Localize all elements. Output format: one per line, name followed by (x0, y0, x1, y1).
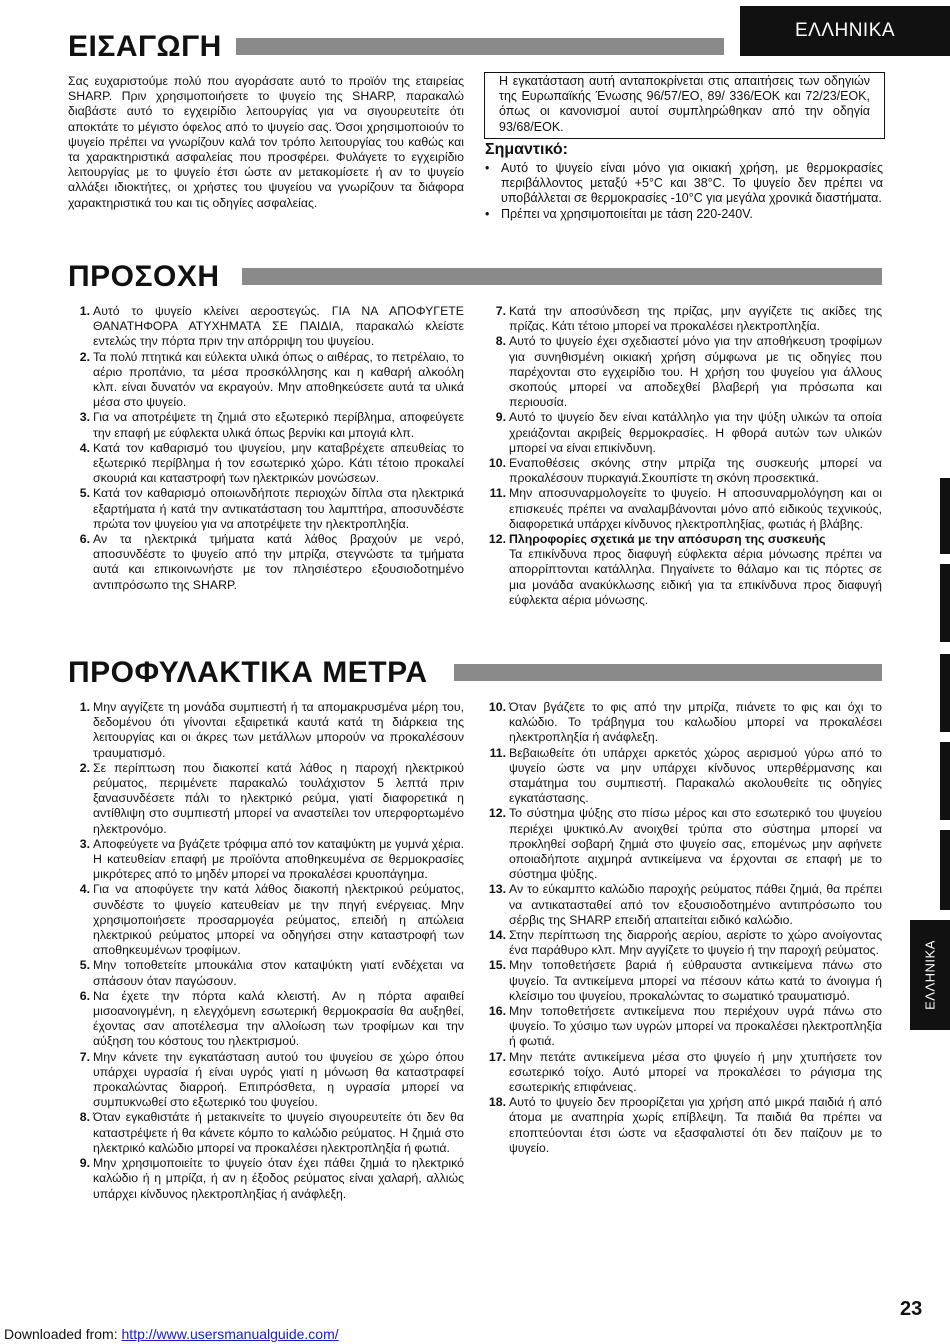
item-number: 18. (488, 1095, 506, 1110)
footer-prefix: Downloaded from: (4, 1326, 122, 1342)
item-text: Να έχετε την πόρτα καλά κλειστή. Αν η πόρτα αφαιθεί μισοανοιγμένη, η ελεγχόμενη εσωτερική θερμοκρασία θα αυξηθεί, έχοντας σαν αποτέλεσμα την αλλοίωση των τροφίμων και την αύξηση του κόστους του ηλεκτρισμού. (93, 988, 464, 1049)
item-number: 1. (79, 304, 90, 318)
list-item (68, 1110, 464, 1156)
item-number: 8. (79, 1110, 90, 1125)
side-language-tab: ΕΛΛΗΝΙΚΑ (910, 920, 950, 1030)
item-number: 15. (488, 958, 506, 973)
chapter-tab-marker (940, 830, 950, 910)
item-number: 13. (488, 882, 506, 897)
item-text: Μην τοποθετήσετε βαριά ή εύθραυστα αντικείμενα πάνω στο ψυγείο. Τα αντικείμενα μπορεί να πέσουν κάτω κατά το άνοιγμα ή κλείσιμο του ψυγείου, προκαλώντας το σωματικό τραυματισμό. (509, 958, 882, 1003)
list-item (484, 1004, 882, 1050)
item-number: 7. (79, 1049, 90, 1064)
item-text: Κατά τον καθαρισμό οποιωνδήποτε περιοχών δίπλα στα ηλεκτρικά εξαρτήματα ή κατά την αντικατάσταση του λαμπτήρα, αποσυνδέστε πρώτα τον ψυγείου για να αποτρέψετε την ηλεκτροπληξία. (93, 486, 464, 531)
item-number: 17. (488, 1049, 506, 1064)
item-number: 9. (79, 1156, 90, 1171)
list-item (484, 958, 882, 1004)
list-item (68, 958, 464, 988)
chapter-tab-marker (940, 742, 950, 820)
list-item (68, 441, 464, 487)
item-number: 9. (495, 410, 506, 425)
footer (4, 1326, 339, 1342)
item-number: 2. (79, 760, 90, 775)
list-item (68, 486, 464, 532)
list-item (68, 837, 464, 883)
item-text: Αποφεύγετε να βγάζετε τρόφιμα από τον καταψύκτη με γυμνά χέρια. Η κατευθείαν επαφή με προϊόντα αποθηκευμένα σε θερμοκρασίες μικρότερες από το μηδέν μπορεί να προκαλέσει κρυοπάγημα. (93, 836, 464, 882)
item-number: 10. (488, 456, 506, 471)
list-item (484, 410, 882, 456)
item-number: 5. (79, 486, 90, 501)
item-number: 4. (79, 440, 90, 455)
precautions-title-bar (454, 664, 882, 681)
list-item (68, 700, 464, 761)
chapter-tab-marker (940, 478, 950, 554)
list-item (68, 1156, 464, 1202)
list-item (68, 350, 464, 411)
list-item (68, 410, 464, 440)
item-text: Στην περίπτωση της διαρροής αερίου, αερίστε το χώρο ανοίγοντας ένα παράθυρο κλπ. Μην αγγίζετε το ψυγείο ή την παροχή ρεύματος. (509, 928, 882, 958)
list-item (484, 532, 882, 608)
list-item: • Πρέπει να χρησιμοποιείται με τάση 220-240V. (485, 206, 753, 221)
intro-title: ΕΙΣΑΓΩΓΗ (68, 30, 222, 63)
item-text: Αν το εύκαμπτο καλώδιο παροχής ρεύματος πάθει ζημιά, θα πρέπει να αντικατασταθεί από τον εξουσιοδοτημένο αντιπρόσωπο του σέρβις της SHARP επειδή απαιτείται ειδικό καλώδιο. (509, 882, 882, 927)
item-text: Αυτό το ψυγείο δεν είναι κατάλληλο για την ψύξη υλικών τα οποία χρειάζονται ακριβείς θερμοκρασίες. Η φθορά αυτών των υλικών μπορεί να είναι επικίνδυνη. (509, 410, 882, 455)
item-number: 1. (79, 700, 90, 714)
list-item (484, 304, 882, 334)
item-number: 8. (495, 334, 506, 349)
item-number: 12. (488, 806, 506, 821)
item-number: 11. (489, 486, 506, 501)
item-text: Κατά τον καθαρισμό του ψυγείου, μην καταβρέχετε απευθείας το εξωτερικό περίβλημα ή τον εσωτερικό χώρο. Κάτι τέτοιο προκαλεί σκουριά και καταστροφή των ηλεκτρικών μονώσεων. (93, 440, 464, 486)
item-text: Κατά την αποσύνδεση της πρίζας, μην αγγίζετε τις ακίδες της πρίζας. Κάτι τέτοιο μπορεί να προκαλέσει ηλεκτροπληξία. (509, 304, 882, 334)
item-text: Εναποθέσεις σκόνης στην μπρίζα της συσκευής μπορεί να προκαλέσουν πυρκαγιά.Σκουπίστε τη σκόνη προσεκτικά. (509, 456, 882, 486)
intro-title-bar (236, 38, 724, 55)
item-text: Όταν βγάζετε το φις από την μπρίζα, πιάνετε το φις και όχι το καλώδιο. Το τράβηγμα του καλωδίου μπορεί να προκαλέσει ηλεκτροπληξία ή ανάφλεξη. (509, 700, 882, 745)
list-item (68, 989, 464, 1050)
important-list (485, 161, 883, 222)
chapter-tab-marker (940, 564, 950, 642)
item-number: 12. (488, 532, 506, 547)
item-text: Όταν εγκαθιστάτε ή μετακινείτε το ψυγείο σιγουρευτείτε ότι δεν θα καταστρέψετε ή θα κάνετε κόμπο το καλώδιο ρεύματος. Η ζημιά στο ηλεκτρικό καλώδιο μπορεί να προκαλέσει ηλεκτροπληξία ή φωτιά. (93, 1110, 464, 1155)
list-item (484, 1050, 882, 1096)
list-item: • Αυτό το ψυγείο είναι μόνο για οικιακή χρήση, με θερμοκρασίες περιβάλλοντος μεταξύ +5°C και 38°C. Το ψυγείο δεν πρέπει να υποβάλλεται σε θερμοκρασίες -10°C για μεγάλα χρονικά διαστήματα. (485, 161, 883, 206)
item-body: Τα επικίνδυνα προς διαφυγή εύφλεκτα αέρια μόνωσης πρέπει να απορρίπτονται κατάλληλα. Πηγαίνετε το θάλαμο και τις πόρτες σε μια μονάδα ανακύκλωσης ειδική για τα επικίνδυνα προς διαφυγή εύφλεκτα αέρια μόνωσης. (509, 547, 882, 607)
item-number: 5. (79, 958, 90, 973)
precautions-title: ΠΡΟΦΥΛΑΚΤΙΚΑ ΜΕΤΡΑ (68, 656, 428, 689)
item-number: 7. (495, 304, 506, 318)
item-text: Αυτό το ψυγείο έχει σχεδιαστεί μόνο για την αποθήκευση τροφίμων για συνηθισμένη οικιακή χρήση σύμφωνα με τις οδηγίες που παρέχονται στο εγχειρίδιο του. Η χρήση του ψυγείου για άλλους σκοπούς μπορεί να αποδεχθεί βλαβερή για πρόσωπα και περιουσία. (509, 334, 882, 410)
directive-box: Η εγκατάσταση αυτή ανταποκρίνεται στις απαιτήσεις των οδηγιών της Ευρωπαϊκής Ένωσης 96/57/EΟ, 89/ 336/EΟΚ και 72/23/EΟΚ, όπως οι κανονισμοί αυτοί συμπληρώθηκαν από την οδηγία 93/68/EΟΚ. (484, 72, 885, 139)
item-text: Μην χρησιμοποιείτε το ψυγείο όταν έχει πάθει ζημιά το ηλεκτρικό καλώδιο ή η μπρίζα, ή αν η έξοδος ρεύματος είναι χαλαρή, αλλιώς υπάρχει κίνδυνος ηλεκτροπληξίας ή ανάφλεξη. (93, 1156, 464, 1201)
item-text: Μην κάνετε την εγκατάσταση αυτού του ψυγείου σε χώρο όπου υπάρχει υγρασία ή είναι υγρός γιατί η μόνωση θα καταστραφεί προκαλώντας διαρροή. Επιπρόσθετα, η υγρασία μπορεί να συμπυκνωθεί στο εξωτερικό του ψυγείου. (93, 1049, 464, 1110)
item-text: Για να αποτρέψετε τη ζημιά στο εξωτερικό περίβλημα, αποφεύγετε την επαφή με εύφλεκτα υλικά όπως βερνίκι και μπογιά κλπ. (93, 410, 464, 440)
list-item (68, 304, 464, 350)
item-number: 3. (79, 836, 90, 851)
list-item (68, 1050, 464, 1111)
language-tab: ΕΛΛΗΝΙΚΑ (740, 6, 950, 56)
list-item (484, 486, 882, 532)
precautions-list-left (68, 700, 464, 1202)
list-item (68, 532, 464, 593)
item-number: 10. (488, 700, 506, 714)
list-item (68, 761, 464, 837)
list-item (484, 882, 882, 928)
list-item (484, 746, 882, 807)
important-title: Σημαντικό: (485, 141, 568, 158)
item-text: Μην τοποθετείτε μπουκάλια στον καταψύκτη γιατί ενδέχεται να σπάσουν όταν παγώσουν. (93, 958, 464, 988)
item-text: Τα πολύ πτητικά και εύλεκτα υλικά όπως ο αιθέρας, το πετρέλαιο, το αέριο προπάνιο, τα μέσα προσκόλλησης και η καθαρή αλκοόλη κλπ. είναι δυνατόν να εκραγούν. Μην αποθηκεύσετε αυτά τα υλικά μέσα στο ψυγείο. (93, 349, 464, 410)
list-item (484, 334, 882, 410)
list-item (484, 806, 882, 882)
important-block (485, 141, 883, 222)
caution-list-left (68, 304, 464, 593)
item-number: 6. (79, 988, 90, 1003)
item-text: Μην αγγίζετε τη μονάδα συμπιεστή ή τα απομακρυσμένα μέρη του, δεδομένου ότι γίνονται εξαιρετικά καυτά κατά τη διάρκεια της λειτουργίας και οι άκρες των μετάλλων μπορούν να προκαλέσουν τραυματισμό. (93, 700, 464, 760)
precautions-list-right (484, 700, 882, 1156)
item-text: Μην πετάτε αντικείμενα μέσα στο ψυγείο ή μην χτυπήσετε τον εσωτερικό τοίχο. Αυτό μπορεί να προκαλέσει το ράγισμα της εσωτερικής επιφάνειας. (509, 1049, 882, 1095)
item-text: Αυτό το ψυγείο δεν προορίζεται για χρήση από μικρά παιδιά ή από άτομα με αναπηρία χωρίς επίβλεψη. Τα παιδιά θα πρέπει να εποπτεύονται έτσι ώστε να εξασφαλιστεί ότι δεν παίζουν με το ψυγείο. (509, 1095, 882, 1155)
item-text: Μην τοποθετήσετε αντικείμενα που περιέχουν υγρά πάνω στο ψυγείο. Το χύσιμο των υγρών μπορεί να προκαλέσει ηλεκτροπληξία ή φωτιά. (509, 1004, 882, 1049)
item-number: 16. (488, 1004, 506, 1019)
item-number: 11. (489, 745, 506, 760)
list-item (484, 700, 882, 746)
item-text: Αυτό το ψυγείο κλείνει αεροστεγώς. ΓΙΑ ΝΑ ΑΠΟΦΥΓΕΤΕ ΘΑΝΑΤΗΦΟΡΑ ΑΤΥΧΗΜΑΤΑ ΣΕ ΠΑΙΔΙΑ, παρακαλώ κλείστε εντελώς την πόρτα πριν την απόρριψη του ψυγείου. (93, 304, 464, 349)
item-text: Βεβαιωθείτε ότι υπάρχει αρκετός χώρος αερισμού γύρω από το ψυγείο ώστε να μην υπάρχει κίνδυνος υπερθέρμανσης και σταμάτημα του συμπιεστή. Παρακαλώ ακολουθείτε τις οδηγίες εγκατάστασης. (509, 745, 882, 806)
list-item (68, 882, 464, 958)
item-text: Μην αποσυναρμολογείτε το ψυγείο. Η αποσυναρμολόγηση και οι επισκευές πρέπει να αναλαμβάνονται μόνο από ειδικούς τεχνικούς, διαφορετικά υπάρχει κίνδυνος ηλεκτροπληξίας, φωτιάς ή βλάβης. (509, 486, 882, 531)
item-number: 6. (79, 532, 90, 547)
caution-title-bar (242, 268, 882, 285)
chapter-tab-marker (940, 654, 950, 732)
item-number: 14. (488, 928, 506, 943)
item-text: Αν τα ηλεκτρικά τμήματα κατά λάθος βραχούν με νερό, αποσυνδέστε το ψυγείο από την μπρίζα, στεγνώστε τα τμήματα αυτά και επικοινωνήστε με τον πλησιέστερο εξουσιοδοτημένο αντιπρόσωπο της SHARP. (93, 532, 464, 592)
list-item (484, 456, 882, 486)
item-text (509, 532, 882, 608)
list-item (484, 1095, 882, 1156)
page-number: 23 (900, 1298, 923, 1320)
item-heading: Πληροφορίες σχετικά με την απόσυρση της συσκευής (509, 532, 826, 547)
item-text: Το σύστημα ψύξης στο πίσω μέρος και στο εσωτερικό του ψυγείου περιέχει ψυκτικό.Αν ανοιχθεί τρύπα στο σύστημα μπορεί να προκληθεί σοβαρή ζημιά στο ψυγείο σας, επομένως μην αφήνετε οποιαδήποτε αιχμηρά αντικείμενα να έρχονται σε επαφή με το σύστημα ψύξης. (509, 806, 882, 882)
item-text: Σε περίπτωση που διακοπεί κατά λάθος η παροχή ηλεκτρικού ρεύματος, περιμένετε παρακαλώ τουλάχιστον 5 λεπτά πριν ξανασυνδέσετε πάλι το ηλεκτρικό ρεύμα, γιατί διαφορετικά η αντίθλιψη στο συμπιεστή μπορεί να αναστείλει τον υπερφορτωμένο ηλεκτρονόμο. (93, 760, 464, 836)
list-item (484, 928, 882, 958)
caution-list-right (484, 304, 882, 608)
item-number: 4. (79, 882, 90, 897)
item-text: Για να αποφύγετε την κατά λάθος διακοπή ηλεκτρικού ρεύματος, συνδέστε το ψυγείο κατευθείαν με την πηγή ενέργειας. Μην χρησιμοποιήσετε προσαρμογέα ρεύματος, επειδή η απώλεια ηλεκτρικού ρεύματος μπορεί να οδηγήσει στην καταστροφή των αποθηκευμένων τροφίμων. (93, 882, 464, 958)
footer-link[interactable]: http://www.usersmanualguide.com/ (121, 1326, 339, 1342)
item-number: 3. (79, 410, 90, 425)
intro-text: Σας ευχαριστούμε πολύ που αγοράσατε αυτό το προϊόν της εταιρείας SHARP. Πριν χρησιμοποιήσετε το ψυγείο της SHARP, παρακαλώ διαβάστε αυτό το εγχειρίδιο λειτουργίας για να σιγουρευτείτε ότι αποκτάτε το μέγιστο όφελος από το ψυγείο σας. Όσοι χρησιμοποιούν το ψυγείο πρέπει να γνωρίζουν καλά τον τρόπο λειτουργίας του καθώς και τα χαρακτηριστικά ασφαλείας που προσφέρει. Φυλάγετε το εγχειρίδιο λειτουργίας με το ψυγείο έτσι ώστε αν μετακομίσετε ή αν το ψυγείο αλλάξει ιδιοκτήτες, οι χρήστες του ψυγείου να γνωρίζουν τα διάφορα χαρακτηριστικά του και τις οδηγίες ασφαλείας. (68, 74, 464, 210)
caution-title: ΠΡΟΣΟΧΗ (68, 260, 220, 293)
item-number: 2. (79, 349, 90, 364)
